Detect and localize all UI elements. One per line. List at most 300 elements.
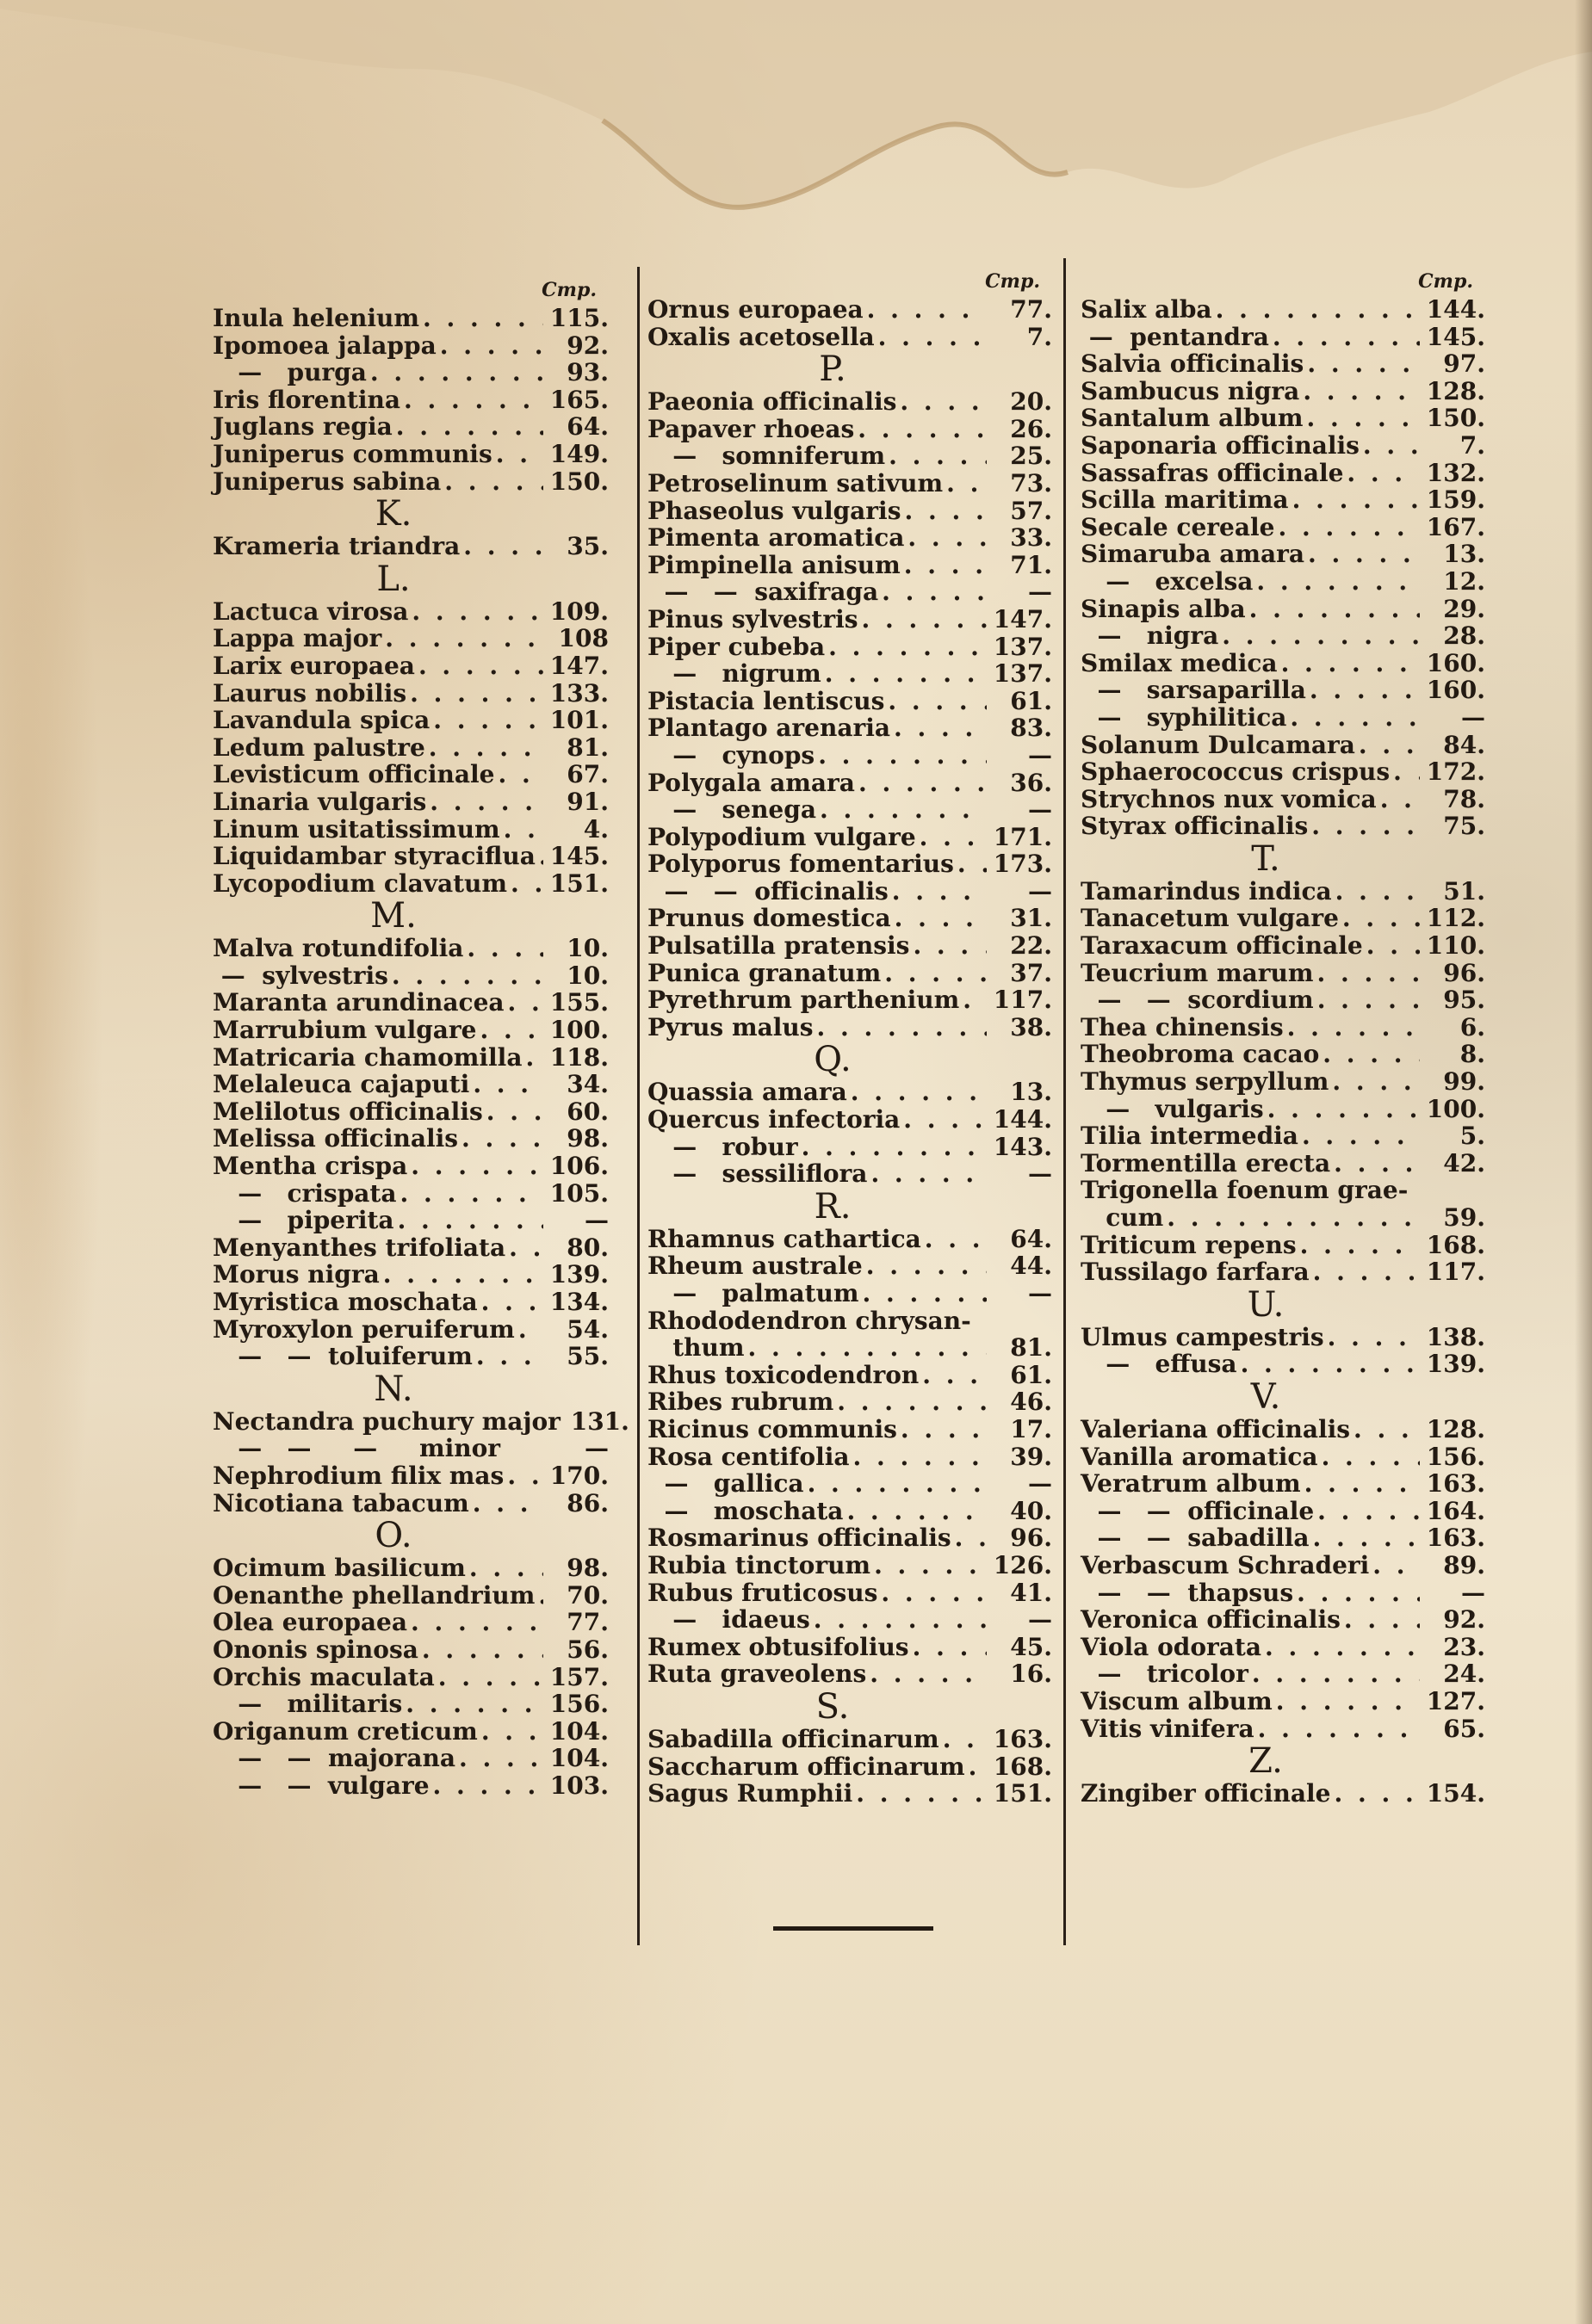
index-entry: [1081, 1443, 1485, 1471]
index-entry: [1081, 704, 1485, 732]
entry-name: Oxalis acetosella: [647, 322, 875, 351]
entry-page-number: 160.: [1426, 676, 1485, 705]
entry-page-number: 110.: [1426, 931, 1485, 961]
dot-leader: [1167, 1204, 1420, 1232]
entry-page-number: 145.: [1426, 322, 1485, 351]
column-header-cmp: Cmp.: [1418, 270, 1473, 293]
dot-leader: [1278, 514, 1420, 541]
entry-name: Rhamnus cathartica: [647, 1224, 921, 1253]
entry-name: Vitis vinifera: [1081, 1714, 1254, 1743]
entry-page-number: 132.: [1426, 458, 1485, 487]
dot-leader: [473, 1490, 543, 1517]
dot-leader: [392, 962, 543, 990]
dot-leader: [412, 598, 543, 626]
dot-leader: [946, 470, 987, 498]
entry-page-number: 163.: [1426, 1469, 1485, 1499]
entry-page-number: 39.: [1010, 1442, 1052, 1471]
dot-leader: [922, 1362, 987, 1389]
dot-leader: [461, 1125, 543, 1153]
index-entry: [647, 960, 1052, 987]
dot-leader: [496, 441, 543, 468]
entry-name: Ribes rubrum: [647, 1388, 834, 1417]
entry-page-number: 118.: [549, 1042, 609, 1072]
dot-leader: [509, 1234, 543, 1262]
index-entry: [213, 1745, 609, 1772]
entry-name: Rubia tinctorum: [647, 1550, 871, 1579]
index-entry: [1081, 932, 1485, 960]
dot-leader: [1241, 1351, 1420, 1378]
entry-name: Morus nigra: [213, 1260, 380, 1289]
section-letter: L.: [376, 559, 411, 599]
entry-name: — sessiliflora: [647, 1159, 868, 1189]
entry-name: Marrubium vulgare: [213, 1016, 477, 1045]
dot-leader: [438, 1664, 543, 1691]
entry-page-number: 144.: [1426, 295, 1485, 324]
entry-page-number: 168.: [993, 1752, 1052, 1781]
index-entry: [647, 416, 1052, 443]
entry-page-number: 46.: [1010, 1388, 1052, 1417]
index-entry: [647, 442, 1052, 470]
entry-name: Quassia amara: [647, 1078, 847, 1107]
entry-name: Laurus nobilis: [213, 678, 407, 708]
entry-name: Polygala amara: [647, 768, 855, 797]
entry-name: Papaver rhoeas: [647, 414, 855, 443]
entry-page-number: 164.: [1426, 1496, 1485, 1525]
dot-leader: [486, 1098, 543, 1126]
entry-page-number: 8.: [1459, 1040, 1485, 1069]
index-entry: [647, 1634, 1052, 1661]
index-entry: [647, 770, 1052, 797]
index-entry: [213, 413, 609, 441]
index-entry: [647, 850, 1052, 878]
entry-page-number: 151.: [549, 868, 609, 898]
entry-page-number: 99.: [1443, 1067, 1485, 1097]
entry-name: Pistacia lentiscus: [647, 686, 885, 715]
entry-page-number: 92.: [567, 331, 609, 360]
entry-name: Rheum australe: [647, 1252, 863, 1281]
entry-page-number: 157.: [549, 1662, 609, 1691]
entry-page-number: 91.: [567, 787, 609, 816]
index-entry: [213, 1609, 609, 1636]
entry-page-number: 160.: [1426, 648, 1485, 677]
entry-name: Sphaerococcus crispus: [1081, 757, 1391, 787]
index-entry: [1081, 1470, 1485, 1498]
dot-leader: [1287, 1014, 1420, 1041]
entry-page-number: 170.: [549, 1461, 609, 1490]
entry-name: Taraxacum officinale: [1081, 931, 1363, 961]
entry-name: Simaruba amara: [1081, 540, 1305, 569]
entry-name: Iris florentina: [213, 385, 401, 414]
index-entry: [1081, 758, 1485, 786]
dot-leader: [444, 468, 543, 496]
entry-page-number: 147.: [993, 604, 1052, 634]
entry-name: Strychnos nux vomica: [1081, 784, 1377, 813]
index-entry: [1081, 1524, 1485, 1552]
dot-leader: [1334, 1150, 1420, 1177]
index-entry: [647, 1014, 1052, 1041]
index-entry: [213, 843, 609, 870]
index-entry: [647, 388, 1052, 416]
section-letter: R.: [814, 1186, 852, 1227]
index-entry: [647, 1134, 1052, 1161]
entry-name: Polyporus fomentarius: [647, 850, 954, 879]
entry-name: — nigrum: [647, 659, 821, 689]
index-entry: [647, 1552, 1052, 1579]
dot-leader: [943, 1726, 987, 1753]
dot-leader: [963, 986, 987, 1014]
dot-leader: [1281, 650, 1420, 677]
index-entry: [1081, 296, 1485, 324]
entry-name: Malva rotundifolia: [213, 934, 464, 963]
index-entry: [213, 816, 609, 844]
index-entry: [1081, 486, 1485, 514]
column-header-cmp: Cmp.: [542, 279, 597, 301]
index-entry: [1081, 1660, 1485, 1688]
index-entry: [1081, 432, 1485, 460]
index-entry: [647, 1753, 1052, 1781]
dot-leader: [1292, 486, 1420, 514]
entry-page-number: 168.: [1426, 1230, 1485, 1259]
entry-page-number: 89.: [1443, 1550, 1485, 1579]
index-entry: [1081, 732, 1485, 759]
entry-name: — — toluiferum: [213, 1342, 473, 1371]
index-entry: [647, 1470, 1052, 1498]
dot-leader: [511, 870, 543, 898]
entry-name: Liquidambar styraciflua: [213, 842, 536, 871]
entry-name: Nicotiana tabacum: [213, 1488, 469, 1517]
entry-page-number: 28.: [1443, 621, 1485, 651]
index-entry: [1081, 1780, 1485, 1808]
entry-page-number: 139.: [549, 1260, 609, 1289]
entry-name: — — officinalis: [647, 876, 889, 905]
dot-leader: [814, 1606, 987, 1634]
entry-name: Salix alba: [1081, 295, 1212, 324]
entry-name: — crispata: [213, 1178, 397, 1208]
dot-leader: [895, 905, 987, 932]
dot-leader: [538, 1582, 543, 1610]
dot-leader: [969, 1753, 987, 1781]
entry-page-number: 38.: [1010, 1012, 1052, 1041]
entry-name: Verbascum Schraderi: [1081, 1550, 1370, 1579]
entry-name: Sassafras officinale: [1081, 458, 1344, 487]
entry-page-number: 100.: [549, 1016, 609, 1045]
dot-leader: [1297, 1579, 1420, 1607]
dot-leader: [1332, 1068, 1420, 1096]
entry-page-number: 37.: [1010, 958, 1052, 987]
entry-page-number: 40.: [1010, 1496, 1052, 1525]
index-entry: [647, 796, 1052, 824]
index-entry: [647, 824, 1052, 851]
dot-leader: [459, 1745, 543, 1772]
index-entry: [647, 1307, 1052, 1335]
entry-page-number: 101.: [549, 706, 609, 735]
index-entry: [213, 1636, 609, 1664]
entry-name: Plantago arenaria: [647, 714, 891, 743]
index-entry: [1081, 677, 1485, 704]
entry-name: Myristica moschata: [213, 1288, 478, 1316]
entry-page-number: 86.: [567, 1488, 609, 1517]
entry-page-number: 104.: [549, 1744, 609, 1773]
entry-page-number: 35.: [567, 532, 609, 561]
dot-leader: [846, 1498, 987, 1525]
index-entry: [213, 1690, 609, 1718]
dot-leader: [862, 606, 987, 634]
entry-page-number: —: [1028, 1159, 1052, 1189]
dot-leader: [433, 1772, 543, 1800]
index-entry: [1081, 786, 1485, 813]
dot-leader: [525, 1044, 543, 1072]
index-entry: [213, 441, 609, 468]
entry-name: Polypodium vulgare: [647, 822, 916, 851]
entry-name: Tamarindus indica: [1081, 876, 1332, 905]
entry-name: Nephrodium filix mas: [213, 1461, 505, 1490]
entry-page-number: —: [1028, 1279, 1052, 1307]
dot-leader: [440, 332, 543, 360]
dot-leader: [1311, 813, 1420, 840]
entry-page-number: 33.: [1010, 523, 1052, 553]
dot-leader: [423, 305, 543, 332]
dot-leader: [889, 442, 987, 470]
entry-name: Juniperus sabina: [213, 467, 442, 496]
column-header-cmp: Cmp.: [985, 270, 1040, 293]
dot-leader: [1363, 432, 1420, 460]
entry-name: Orchis maculata: [213, 1662, 435, 1691]
water-stain-left: [0, 258, 103, 1721]
entry-page-number: 31.: [1010, 904, 1052, 933]
dot-leader: [1222, 622, 1420, 650]
section-letter: S.: [815, 1686, 850, 1727]
index-entry: [1081, 813, 1485, 840]
entry-page-number: 80.: [567, 1233, 609, 1262]
dot-leader: [418, 652, 543, 680]
dot-leader: [1342, 905, 1420, 932]
entry-name: Nectandra puchury major: [213, 1406, 561, 1436]
entry-page-number: 138.: [1426, 1322, 1485, 1351]
entry-name: Zingiber officinale: [1081, 1779, 1331, 1808]
dot-leader: [820, 796, 987, 824]
entry-name: Ocimum basilicum: [213, 1554, 466, 1583]
entry-page-number: 128.: [1426, 1414, 1485, 1443]
entry-page-number: 70.: [567, 1580, 609, 1610]
entry-name: Veratrum album: [1081, 1469, 1301, 1499]
entry-page-number: 77.: [567, 1608, 609, 1637]
index-entry: [1081, 405, 1485, 432]
index-entry: [647, 1780, 1052, 1808]
index-entry: [1081, 650, 1485, 677]
index-entry: [1081, 1096, 1485, 1123]
entry-page-number: 81.: [1010, 1333, 1052, 1363]
entry-page-number: 60.: [567, 1097, 609, 1126]
index-entry: [213, 1316, 609, 1344]
entry-name: Ulmus campestris: [1081, 1322, 1324, 1351]
entry-page-number: 65.: [1443, 1714, 1485, 1743]
entry-name: Secale cereale: [1081, 512, 1275, 541]
index-entry: [213, 305, 609, 332]
entry-name: Tanacetum vulgare: [1081, 904, 1339, 933]
entry-page-number: 34.: [567, 1070, 609, 1099]
entry-name: Rumex obtusifolius: [647, 1632, 909, 1661]
dot-leader: [863, 1280, 987, 1307]
entry-name: Oenanthe phellandrium: [213, 1580, 536, 1610]
section-letter: O.: [375, 1516, 412, 1556]
entry-page-number: —: [585, 1434, 609, 1463]
entry-name: Rosa centifolia: [647, 1442, 850, 1471]
entry-page-number: 154.: [1426, 1779, 1485, 1808]
entry-page-number: 149.: [549, 439, 609, 468]
entry-name: — — vulgare: [213, 1771, 430, 1800]
entry-page-number: 5.: [1459, 1122, 1485, 1151]
entry-name: — — saxifraga: [647, 578, 879, 607]
index-entry: [1081, 1258, 1485, 1286]
entry-page-number: 84.: [1443, 730, 1485, 759]
dot-leader: [518, 1316, 543, 1344]
entry-page-number: 104.: [549, 1716, 609, 1746]
entry-page-number: 61.: [1010, 686, 1052, 715]
entry-page-number: 59.: [1443, 1203, 1485, 1232]
index-entry: [1081, 1041, 1485, 1068]
dot-leader: [539, 843, 543, 870]
entry-name: Linaria vulgaris: [213, 787, 427, 816]
dot-leader: [1276, 1688, 1420, 1715]
index-entry: [1081, 1579, 1485, 1607]
entry-name: Larix europaea: [213, 651, 415, 680]
index-entry: [213, 386, 609, 414]
entry-page-number: 128.: [1426, 376, 1485, 405]
entry-page-number: 147.: [549, 651, 609, 680]
index-entry: [647, 742, 1052, 770]
index-entry: [647, 1079, 1052, 1106]
dot-leader: [1302, 1122, 1420, 1150]
dot-leader: [957, 850, 987, 878]
section-letter: M.: [370, 896, 417, 936]
entry-name: Piper cubeba: [647, 632, 826, 661]
dot-leader: [383, 1261, 543, 1289]
entry-page-number: 29.: [1443, 594, 1485, 623]
entry-name: — purga: [213, 358, 367, 387]
index-entry: [213, 1125, 609, 1153]
entry-page-number: 163.: [993, 1724, 1052, 1753]
entry-page-number: 17.: [1010, 1414, 1052, 1443]
dot-leader: [881, 1579, 987, 1607]
entry-page-number: 133.: [549, 678, 609, 708]
index-entry: [647, 1160, 1052, 1188]
index-column-2: [647, 267, 1052, 1808]
index-entry: [647, 878, 1052, 905]
dot-leader: [920, 824, 987, 851]
section-letter: K.: [375, 494, 412, 535]
entry-page-number: 112.: [1426, 904, 1485, 933]
entry-page-number: 155.: [549, 988, 609, 1017]
entry-page-number: 163.: [1426, 1524, 1485, 1553]
index-entry: [647, 1334, 1052, 1362]
dot-leader: [904, 498, 987, 525]
index-entry: [647, 1606, 1052, 1634]
index-entry: [647, 1498, 1052, 1525]
dot-leader: [858, 770, 987, 797]
dot-leader: [429, 734, 543, 762]
entry-page-number: 22.: [1010, 931, 1052, 961]
dot-leader: [1344, 1606, 1420, 1634]
entry-name: Saccharum officinarum: [647, 1752, 965, 1781]
dot-leader: [1308, 541, 1420, 568]
entry-page-number: 41.: [1010, 1578, 1052, 1607]
dot-leader: [1334, 1780, 1420, 1808]
dot-leader: [1252, 1660, 1420, 1688]
dot-leader: [370, 359, 543, 386]
index-entry: [647, 296, 1052, 324]
index-entry: [213, 1180, 609, 1208]
dot-leader: [825, 660, 987, 688]
dot-leader: [1290, 704, 1420, 732]
index-entry: [1081, 1715, 1485, 1743]
entry-name: Rosmarinus officinalis: [647, 1524, 951, 1553]
entry-name: Pinus sylvestris: [647, 604, 858, 634]
entry-page-number: 26.: [1010, 414, 1052, 443]
dot-leader: [802, 1134, 987, 1161]
entry-page-number: 51.: [1443, 876, 1485, 905]
entry-page-number: 100.: [1426, 1094, 1485, 1123]
index-entry: [213, 1343, 609, 1370]
index-entry: [213, 1554, 609, 1582]
entry-name: — vulgaris: [1081, 1094, 1264, 1123]
entry-name: Ledum palustre: [213, 732, 425, 762]
dot-leader: [888, 688, 987, 715]
index-entry: [213, 1664, 609, 1691]
entry-page-number: 126.: [993, 1550, 1052, 1579]
dot-leader: [1380, 786, 1420, 813]
entry-page-number: 23.: [1443, 1632, 1485, 1661]
entry-name: Veronica officinalis: [1081, 1605, 1341, 1635]
entry-name: — nigra: [1081, 621, 1219, 651]
entry-page-number: —: [1028, 1605, 1052, 1635]
index-entry: [213, 707, 609, 734]
index-entry: [213, 1772, 609, 1800]
entry-name: Petroselinum sativum: [647, 468, 944, 498]
index-entry: [647, 606, 1052, 634]
index-entry: [647, 524, 1052, 552]
index-entry: [1081, 960, 1485, 987]
entry-name: Pimpinella anisum: [647, 550, 901, 579]
section-letter: P.: [819, 349, 846, 390]
entry-name: Ipomoea jalappa: [213, 331, 437, 360]
entry-page-number: 150.: [549, 467, 609, 496]
entry-name: Viola odorata: [1081, 1632, 1261, 1661]
entry-name: — moschata: [647, 1496, 844, 1525]
dot-leader: [411, 1153, 543, 1180]
dot-leader: [908, 524, 987, 552]
entry-page-number: 4.: [583, 814, 609, 844]
dot-leader: [1307, 405, 1420, 432]
entry-name: Quercus infectoria: [647, 1105, 901, 1134]
index-entry: [1081, 460, 1485, 487]
entry-name: thum: [647, 1333, 745, 1363]
index-entry: [1081, 324, 1485, 351]
index-entry: [213, 1435, 609, 1462]
index-entry: [213, 1234, 609, 1262]
entry-name: Prunus domestica: [647, 904, 891, 933]
index-entry: [1081, 1634, 1485, 1661]
entry-page-number: —: [1461, 702, 1485, 732]
entry-name: Tussilago farfara: [1081, 1258, 1310, 1287]
entry-name: Levisticum officinale: [213, 760, 495, 789]
index-entry: [213, 1406, 629, 1436]
dot-leader: [498, 761, 543, 788]
dot-leader: [913, 932, 987, 960]
entry-page-number: 20.: [1010, 387, 1052, 417]
entry-name: — idaeus: [647, 1605, 810, 1635]
entry-page-number: 105.: [549, 1178, 609, 1208]
entry-name: Thea chinensis: [1081, 1012, 1284, 1041]
